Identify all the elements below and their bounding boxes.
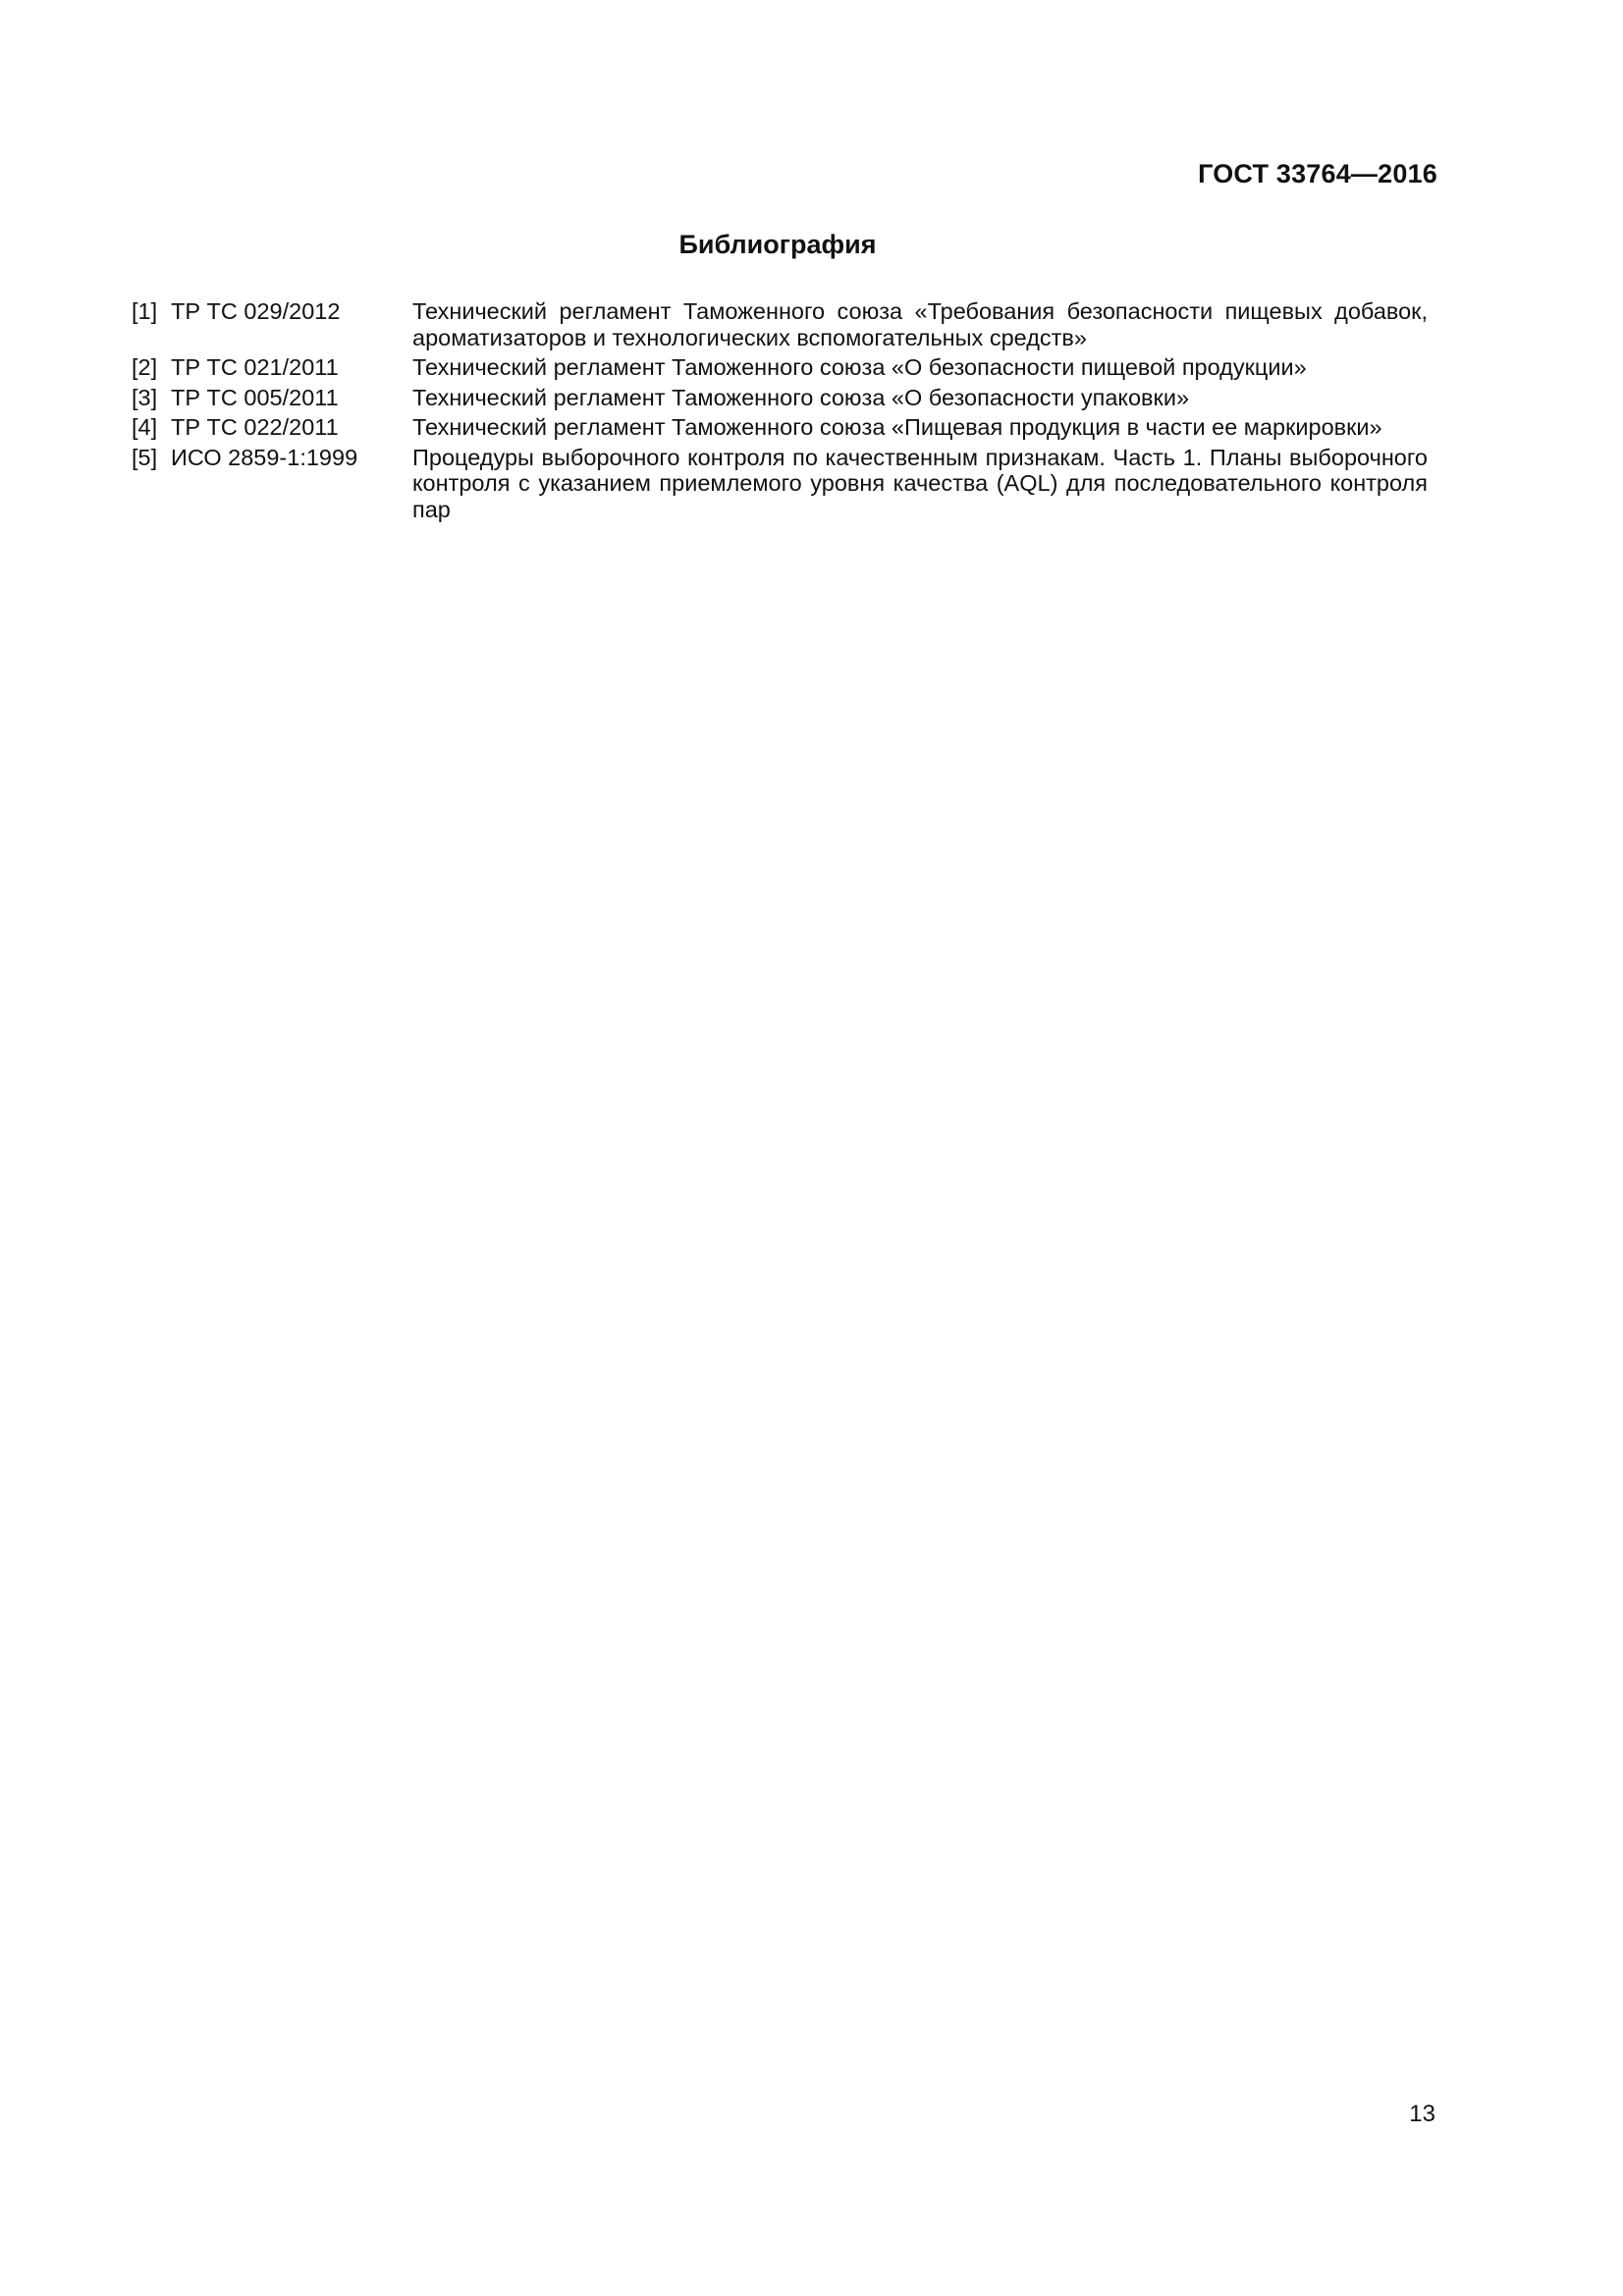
document-designation: ГОСТ 33764—2016 xyxy=(1198,159,1437,188)
bibliography-entry xyxy=(132,385,1428,411)
entry-code: ТР ТС 021/2011 xyxy=(171,354,339,380)
bibliography-entry xyxy=(132,445,1428,523)
entry-title: Технический регламент Таможенного союза «О безопасности упаковки» xyxy=(412,384,1190,410)
entry-number: [1] xyxy=(132,298,158,324)
bibliography-entry xyxy=(132,354,1428,381)
page-number: 13 xyxy=(1409,2101,1435,2127)
entry-code: ТР ТС 005/2011 xyxy=(171,384,339,410)
entry-number: [5] xyxy=(132,444,158,470)
entry-code: ТР ТС 022/2011 xyxy=(171,414,339,440)
entry-code: ТР ТС 029/2012 xyxy=(171,298,341,324)
entry-title: Технический регламент Таможенного союза «О безопасности пищевой продукции» xyxy=(412,354,1307,380)
entry-number: [2] xyxy=(132,354,158,380)
entry-number: [4] xyxy=(132,414,158,440)
bibliography-list xyxy=(132,298,1428,526)
entry-title: Технический регламент Таможенного союза «Пищевая продукция в части ее маркировки» xyxy=(412,414,1382,440)
bibliography-entry xyxy=(132,414,1428,441)
entry-code: ИСО 2859-1:1999 xyxy=(171,444,358,470)
bibliography-entry xyxy=(132,298,1428,350)
section-title: Библиография xyxy=(678,230,877,259)
entry-title: Процедуры выборочного контроля по качественным признакам. Часть 1. Планы выборочного контроля с указанием приемлемого уровня качества (AQL) для последовательного контроля пар xyxy=(412,444,1428,522)
entry-number: [3] xyxy=(132,384,158,410)
entry-title: Технический регламент Таможенного союза «Требования безопасности пищевых добавок, ароматизаторов и технологических вспомогательных средств» xyxy=(412,298,1428,350)
